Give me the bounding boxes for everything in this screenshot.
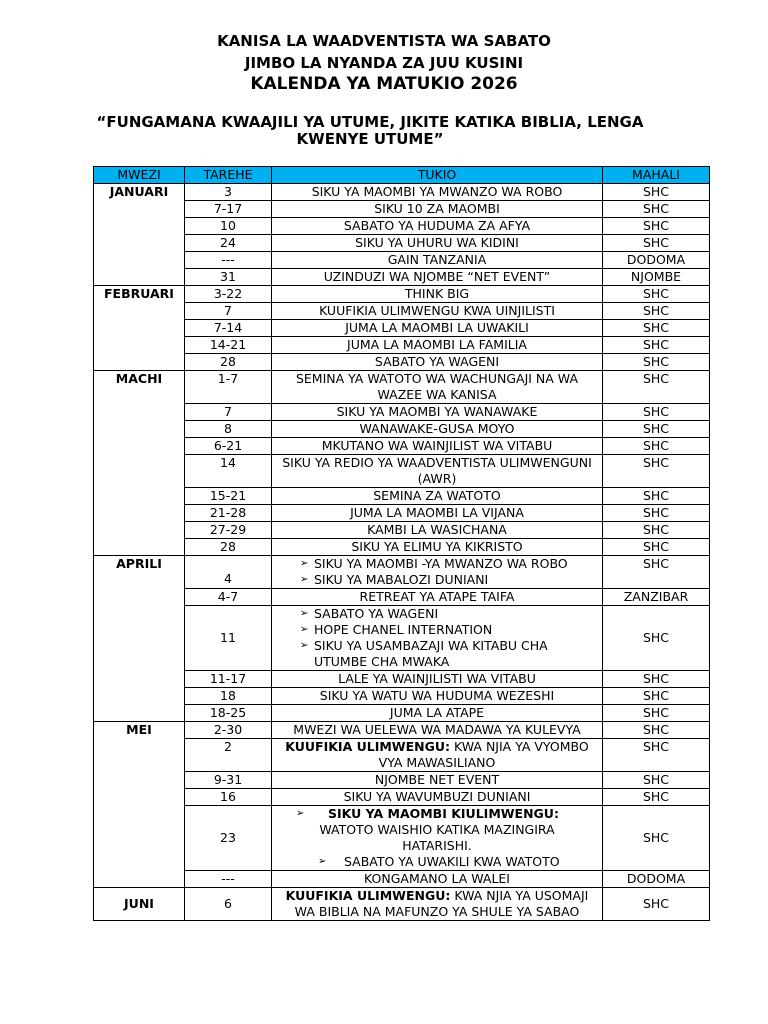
event-place: SHC: [603, 606, 710, 671]
event-place: SHC: [603, 337, 710, 354]
table-row: [94, 286, 710, 303]
event-name: [272, 556, 603, 589]
table-row: [94, 488, 710, 505]
event-name: KONGAMANO LA WALEI: [272, 871, 603, 888]
event-place: SHC: [603, 354, 710, 371]
event-date: 28: [185, 539, 272, 556]
event-place: SHC: [603, 522, 710, 539]
col-header-month: MWEZI: [94, 167, 185, 184]
table-row: [94, 354, 710, 371]
event-bullet: ➢ SIKU YA MABALOZI DUNIANI: [274, 572, 600, 588]
event-date: 7-14: [185, 320, 272, 337]
col-header-date: TAREHE: [185, 167, 272, 184]
event-name: GAIN TANZANIA: [272, 252, 603, 269]
event-place: SHC: [603, 404, 710, 421]
event-date: 9-31: [185, 772, 272, 789]
event-name: [272, 606, 603, 671]
church-name: KANISA LA WAADVENTISTA WA SABATO: [217, 32, 551, 50]
month-aprili: APRILI: [94, 556, 185, 722]
event-name: RETREAT YA ATAPE TAIFA: [272, 589, 603, 606]
event-date: 11: [185, 606, 272, 671]
event-place: SHC: [603, 888, 710, 921]
table-row: [94, 722, 710, 739]
event-subline: HATARISHI.: [402, 838, 472, 853]
event-name: KAMBI LA WASICHANA: [272, 522, 603, 539]
table-row: [94, 438, 710, 455]
event-date: 7: [185, 404, 272, 421]
event-date: 16: [185, 789, 272, 806]
event-date: 27-29: [185, 522, 272, 539]
event-place: SHC: [603, 539, 710, 556]
event-place: SHC: [603, 739, 710, 772]
event-place: SHC: [603, 371, 710, 404]
event-name: KUUFIKIA ULIMWENGU KWA UINJILISTI: [272, 303, 603, 320]
event-date: 14: [185, 455, 272, 488]
event-place: SHC: [603, 201, 710, 218]
table-row: [94, 871, 710, 888]
event-bullet: ➢ HOPE CHANEL INTERNATION: [274, 622, 600, 638]
table-row: [94, 184, 710, 201]
event-place: SHC: [603, 184, 710, 201]
event-date: 11-17: [185, 671, 272, 688]
event-date: 10: [185, 218, 272, 235]
event-name: [272, 806, 603, 871]
table-row: [94, 539, 710, 556]
event-name: LALE YA WAINJILISTI WA VITABU: [272, 671, 603, 688]
event-date: 31: [185, 269, 272, 286]
event-name-rest: KWA NJIA YA USOMAJI WA BIBLIA NA MAFUNZO YA SHULE YA SABAO: [294, 888, 589, 919]
event-bullet: ➢ SIKU YA USAMBAZAJI WA KITABU CHA UTUMBE CHA MWAKA: [274, 638, 600, 670]
month-machi: MACHI: [94, 371, 185, 556]
event-date: 3: [185, 184, 272, 201]
event-name: JUMA LA MAOMBI LA VIJANA: [272, 505, 603, 522]
table-row: [94, 789, 710, 806]
event-place: SHC: [603, 505, 710, 522]
event-bullet: ➢ SABATO YA UWAKILI KWA WATOTO: [274, 854, 600, 870]
table-row: [94, 589, 710, 606]
event-name: UZINDUZI WA NJOMBE “NET EVENT”: [272, 269, 603, 286]
event-date: 6: [185, 888, 272, 921]
event-name: JUMA LA ATAPE: [272, 705, 603, 722]
event-name-bold: KUUFIKIA ULIMWENGU:: [285, 739, 451, 754]
table-row: [94, 556, 710, 589]
table-row: [94, 705, 710, 722]
event-date: 24: [185, 235, 272, 252]
event-bullet: ➢ SIKU YA MAOMBI KIULIMWENGU:: [270, 806, 600, 822]
event-place: ZANZIBAR: [603, 589, 710, 606]
event-name: SABATO YA HUDUMA ZA AFYA: [272, 218, 603, 235]
event-date: 18-25: [185, 705, 272, 722]
event-place: SHC: [603, 722, 710, 739]
event-date: 14-21: [185, 337, 272, 354]
event-place: DODOMA: [603, 252, 710, 269]
event-place: SHC: [603, 218, 710, 235]
event-place: SHC: [603, 806, 710, 871]
event-date: 15-21: [185, 488, 272, 505]
event-date: 2-30: [185, 722, 272, 739]
event-name: SEMINA YA WATOTO WA WACHUNGAJI NA WA WAZEE WA KANISA: [272, 371, 603, 404]
event-place: SHC: [603, 286, 710, 303]
event-date: 2: [185, 739, 272, 772]
event-date: 3-22: [185, 286, 272, 303]
event-name: SIKU YA WAVUMBUZI DUNIANI: [272, 789, 603, 806]
month-januari: JANUARI: [94, 184, 185, 286]
event-place: SHC: [603, 488, 710, 505]
event-name: SIKU YA ELIMU YA KIKRISTO: [272, 539, 603, 556]
event-place: SHC: [603, 303, 710, 320]
event-date: 8: [185, 421, 272, 438]
event-name: MKUTANO WA WAINJILIST WA VITABU: [272, 438, 603, 455]
calendar-title: KALENDA YA MATUKIO 2026: [250, 74, 518, 94]
month-mei: MEI: [94, 722, 185, 888]
event-name: JUMA LA MAOMBI LA FAMILIA: [272, 337, 603, 354]
event-place: SHC: [603, 438, 710, 455]
event-name: SIKU YA WATU WA HUDUMA WEZESHI: [272, 688, 603, 705]
event-place: SHC: [603, 235, 710, 252]
table-row: [94, 888, 710, 921]
event-date: ---: [185, 871, 272, 888]
event-bullet: ➢ SABATO YA WAGENI: [274, 606, 600, 622]
event-place: SHC: [603, 671, 710, 688]
event-place: SHC: [603, 789, 710, 806]
table-row: [94, 505, 710, 522]
event-name: [272, 739, 603, 772]
event-name: THINK BIG: [272, 286, 603, 303]
event-name: SIKU YA UHURU WA KIDINI: [272, 235, 603, 252]
event-date: 4: [185, 556, 272, 589]
event-date: 7-17: [185, 201, 272, 218]
event-name: WANAWAKE-GUSA MOYO: [272, 421, 603, 438]
month-februari: FEBRUARI: [94, 286, 185, 371]
event-name: SIKU YA MAOMBI YA WANAWAKE: [272, 404, 603, 421]
event-date: 4-7: [185, 589, 272, 606]
event-name-rest: KWA NJIA YA VYOMBO VYA MAWASILIANO: [378, 739, 589, 770]
table-row: [94, 371, 710, 404]
event-name: NJOMBE NET EVENT: [272, 772, 603, 789]
table-row: [94, 337, 710, 354]
event-place: SHC: [603, 556, 710, 589]
event-date: 7: [185, 303, 272, 320]
table-row: [94, 671, 710, 688]
event-name: SEMINA ZA WATOTO: [272, 488, 603, 505]
table-row: [94, 421, 710, 438]
event-date: 1-7: [185, 371, 272, 404]
table-row: [94, 688, 710, 705]
event-name: MWEZI WA UELEWA WA MADAWA YA KULEVYA: [272, 722, 603, 739]
event-name: SIKU YA MAOMBI YA MWANZO WA ROBO: [272, 184, 603, 201]
event-place: SHC: [603, 688, 710, 705]
table-row: [94, 303, 710, 320]
conference-name: JIMBO LA NYANDA ZA JUU KUSINI: [244, 54, 524, 72]
col-header-event: TUKIO: [272, 167, 603, 184]
table-row: [94, 252, 710, 269]
table-row: [94, 606, 710, 671]
event-place: SHC: [603, 705, 710, 722]
theme-slogan: “FUNGAMANA KWAAJILI YA UTUME, JIKITE KATIKA BIBLIA, LENGA KWENYE UTUME”: [96, 113, 644, 148]
events-table: [93, 166, 710, 921]
event-subline: WATOTO WAISHIO KATIKA MAZINGIRA: [319, 822, 555, 837]
table-row: [94, 269, 710, 286]
event-place: NJOMBE: [603, 269, 710, 286]
event-name: JUMA LA MAOMBI LA UWAKILI: [272, 320, 603, 337]
table-row: [94, 201, 710, 218]
event-name: SIKU 10 ZA MAOMBI: [272, 201, 603, 218]
table-row: [94, 320, 710, 337]
event-name: SIKU YA REDIO YA WAADVENTISTA ULIMWENGUNI (AWR): [272, 455, 603, 488]
event-place: DODOMA: [603, 871, 710, 888]
table-row: [94, 218, 710, 235]
table-row: [94, 522, 710, 539]
event-place: SHC: [603, 421, 710, 438]
event-place: SHC: [603, 772, 710, 789]
month-juni: JUNI: [94, 888, 185, 921]
event-bullet: ➢ SIKU YA MAOMBI -YA MWANZO WA ROBO: [274, 556, 600, 572]
col-header-place: MAHALI: [603, 167, 710, 184]
event-date: 23: [185, 806, 272, 871]
table-row: [94, 455, 710, 488]
table-row: [94, 739, 710, 772]
table-row: [94, 806, 710, 871]
table-header-row: [94, 167, 710, 184]
event-place: SHC: [603, 455, 710, 488]
event-date: 18: [185, 688, 272, 705]
event-date: 21-28: [185, 505, 272, 522]
event-place: SHC: [603, 320, 710, 337]
event-name-bold: KUUFIKIA ULIMWENGU:: [285, 888, 451, 903]
event-name: [272, 888, 603, 921]
event-date: 6-21: [185, 438, 272, 455]
event-date: ---: [185, 252, 272, 269]
event-date: 28: [185, 354, 272, 371]
table-row: [94, 772, 710, 789]
table-row: [94, 404, 710, 421]
table-row: [94, 235, 710, 252]
event-name: SABATO YA WAGENI: [272, 354, 603, 371]
